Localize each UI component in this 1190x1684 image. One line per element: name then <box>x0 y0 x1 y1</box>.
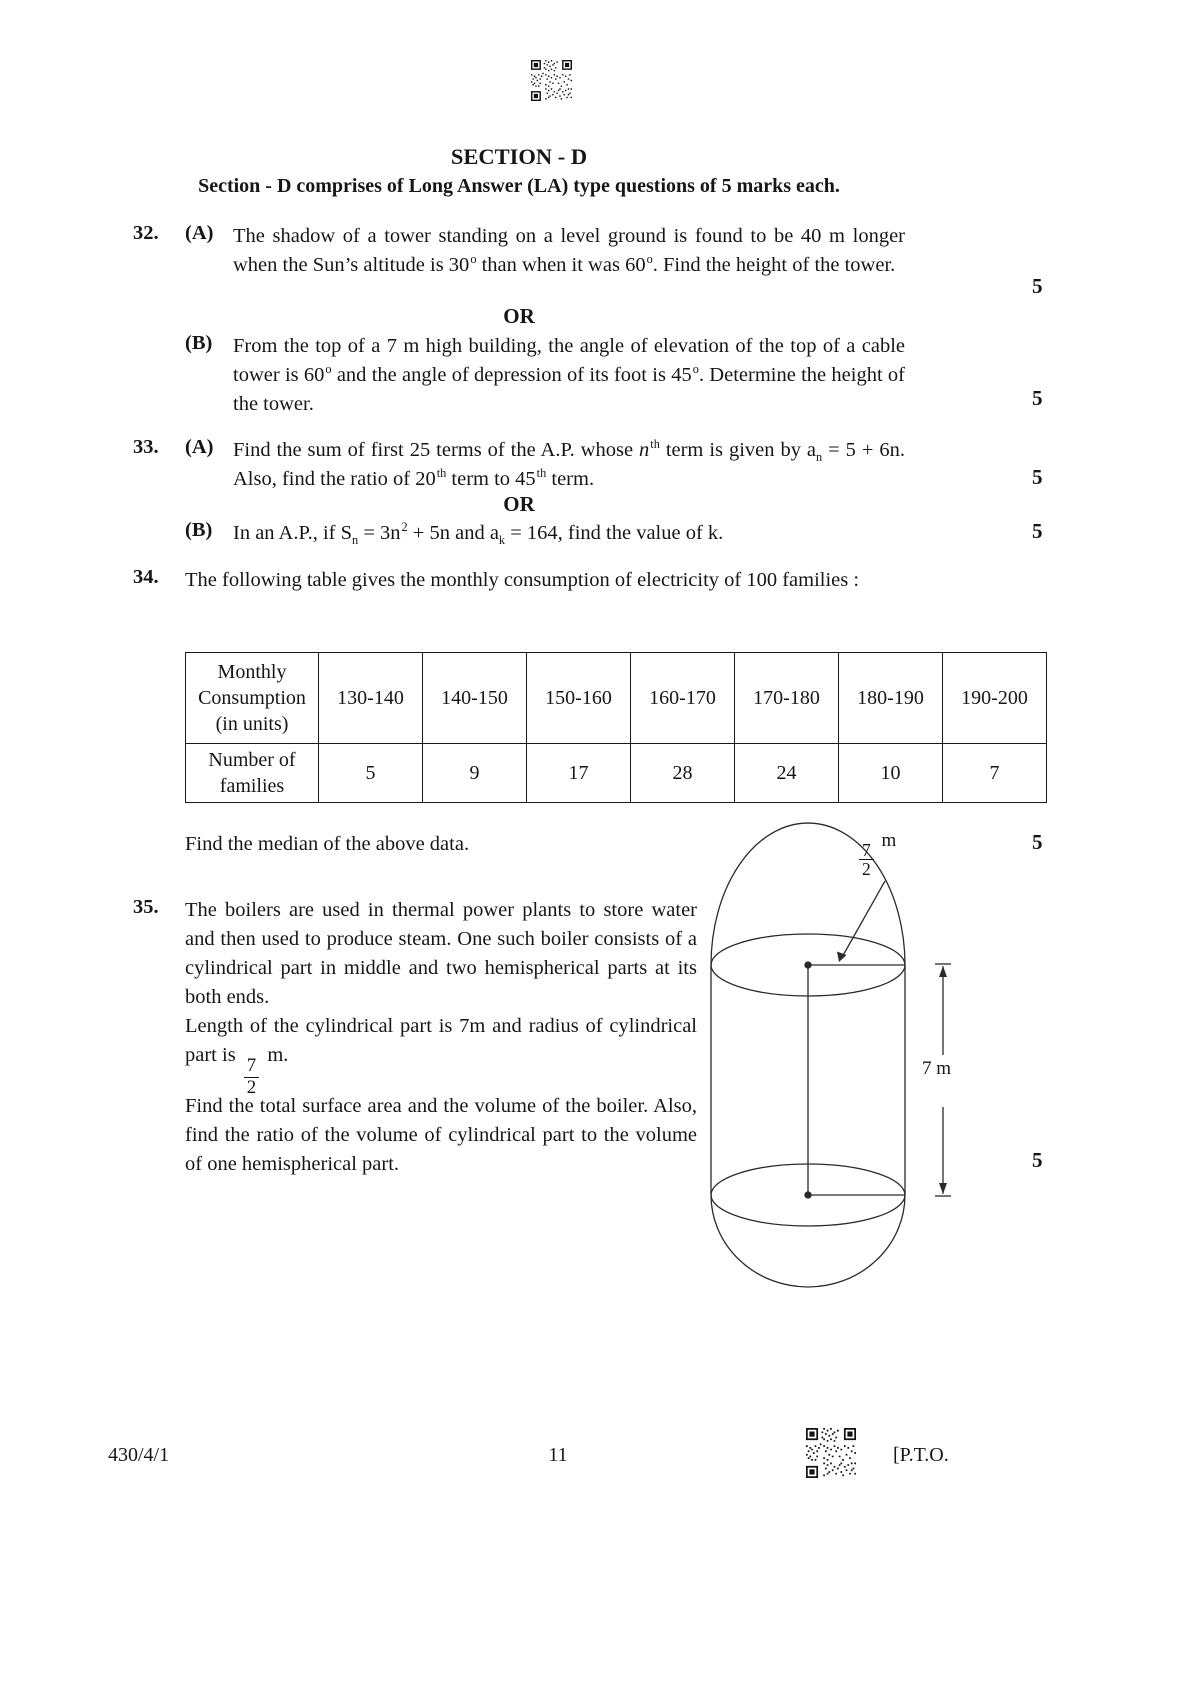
question-text: The boilers are used in thermal power plants to store water and then used to produce steam. One such boiler consists of a cylindrical part in middle and two hemispherical parts at its both ends. <box>185 899 697 1008</box>
table-cell: 28 <box>631 744 735 803</box>
or-separator: OR <box>503 492 535 516</box>
height-label: 7 m <box>922 1058 952 1079</box>
question-35-para3 <box>133 1092 697 1179</box>
question-32b <box>133 332 905 419</box>
table-header-row <box>186 653 1047 744</box>
table-cell: 7 <box>943 744 1047 803</box>
question-34 <box>133 566 907 595</box>
question-text: In an A.P., if $S_n = 3n^2 + 5n$ and $a_k = 164$, find the value of k. <box>233 520 724 548</box>
table-cell: 17 <box>527 744 631 803</box>
marks-badge: 5 <box>1032 830 1043 854</box>
or-separator: OR <box>503 304 535 328</box>
part-label: (B) <box>185 519 213 541</box>
part-label: (A) <box>185 436 214 458</box>
question-33b <box>133 519 905 548</box>
table-cell: 180-190 <box>839 653 943 744</box>
part-label: (A) <box>185 222 214 244</box>
question-text: The shadow of a tower standing on a level ground is found to be 40 m longer when the Sun’s altitude is 30$^o$ than when it was 60$^o$. Find the height of the tower. <box>233 225 905 276</box>
bottom-hemisphere <box>711 1195 905 1287</box>
top-center-dot <box>805 962 811 968</box>
table-cell: 9 <box>423 744 527 803</box>
part-label: (B) <box>185 332 213 354</box>
question-number: 33. <box>133 436 159 458</box>
question-35 <box>133 896 697 1012</box>
marks-badge: 5 <box>1032 386 1043 410</box>
table-cell: 24 <box>735 744 839 803</box>
table-cell: 190-200 <box>943 653 1047 744</box>
table-cell: 170-180 <box>735 653 839 744</box>
boiler-diagram <box>700 815 960 1295</box>
table-cell: 10 <box>839 744 943 803</box>
section-subtitle: Section - D comprises of Long Answer (LA) type questions of 5 marks each. <box>198 175 840 197</box>
table-header-cell: Monthly Consumption (in units) <box>186 653 319 744</box>
bottom-center-dot <box>805 1192 811 1198</box>
question-33a <box>133 436 905 494</box>
question-number: 34. <box>133 566 159 588</box>
dimension-arrow-up <box>939 966 947 977</box>
dimension-arrow-down <box>939 1183 947 1194</box>
question-number: 32. <box>133 222 159 244</box>
marks-badge: 5 <box>1032 465 1043 489</box>
question-32a <box>133 222 905 280</box>
question-number: 35. <box>133 896 159 918</box>
question-text: Length of the cylindrical part is 7m and radius of cylindrical part is $\frac{7}{2}$ m. <box>185 1015 697 1098</box>
radius-pointer-line <box>841 881 885 959</box>
marks-badge: 5 <box>1032 1148 1043 1172</box>
question-text: Find the median of the above data. <box>185 833 470 855</box>
qr-code-icon <box>531 60 572 101</box>
table-cell: 5 <box>319 744 423 803</box>
consumption-table <box>185 652 1047 803</box>
table-cell: 160-170 <box>631 653 735 744</box>
question-text: From the top of a 7 m high building, the angle of elevation of the top of a cable tower is 60$^o$ and the angle of depression of its foot is 45$^o$. Determine the height of the tower. <box>233 335 905 415</box>
pto-label: [P.T.O. <box>893 1444 949 1466</box>
question-35-para2 <box>133 1012 697 1098</box>
radius-label: $\frac{7}{2}$ m <box>856 830 896 879</box>
marks-badge: 5 <box>1032 274 1043 298</box>
question-text: Find the sum of first 25 terms of the A.P. whose $n^{th}$ term is given by $a_n = 5 + 6n$. Also, find the ratio of 20th term to 45th term. <box>233 437 906 490</box>
table-cell: 150-160 <box>527 653 631 744</box>
section-title: SECTION - D <box>450 144 588 169</box>
qr-code-icon <box>806 1428 856 1478</box>
page-number: 11 <box>548 1444 568 1466</box>
paper-code: 430/4/1 <box>108 1444 170 1466</box>
table-cell: 130-140 <box>319 653 423 744</box>
question-text: Find the total surface area and the volume of the boiler. Also, find the ratio of the volume of cylindrical part to the volume of one hemispherical part. <box>185 1095 697 1175</box>
table-cell: 140-150 <box>423 653 527 744</box>
marks-badge: 5 <box>1032 519 1043 543</box>
table-header-cell: Number of families <box>186 744 319 803</box>
question-text: The following table gives the monthly consumption of electricity of 100 families : <box>185 569 860 591</box>
table-data-row <box>186 744 1047 803</box>
